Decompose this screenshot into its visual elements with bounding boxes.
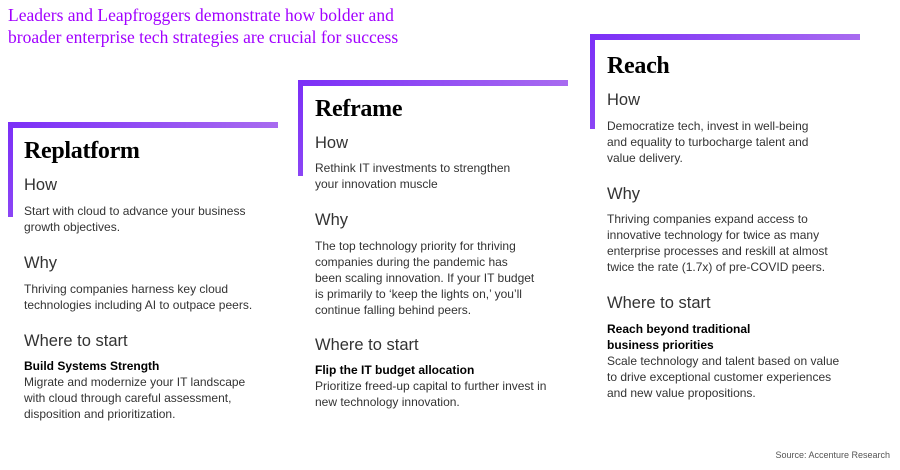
why-heading: Why xyxy=(607,185,640,203)
start-bold-text xyxy=(607,321,867,353)
start-text-line: Prioritize freed-up capital to further invest in xyxy=(315,379,547,393)
where-to-start-heading: Where to start xyxy=(315,336,419,354)
bracket-top-bar xyxy=(590,34,860,40)
column-title: Replatform xyxy=(24,138,140,164)
start-bold-text xyxy=(315,362,565,378)
bracket-left-bar xyxy=(298,80,303,176)
start-bold-text xyxy=(24,358,274,374)
bracket-left-bar xyxy=(590,34,595,129)
why-text xyxy=(24,281,284,313)
why-text-line: The top technology priority for thriving xyxy=(315,239,516,253)
how-heading: How xyxy=(24,176,58,194)
why-text-line: Thriving companies harness key cloud xyxy=(24,282,229,296)
why-text xyxy=(315,238,575,318)
start-text-line: with cloud through careful assessment, xyxy=(24,391,232,405)
why-text-line: enterprise processes and reskill at almost xyxy=(607,244,828,258)
start-bold-line: Reach beyond traditional xyxy=(607,322,751,336)
start-text-line: new technology innovation. xyxy=(315,395,460,409)
headline xyxy=(8,4,488,48)
why-text-line: technologies including AI to outpace peers. xyxy=(24,298,253,312)
how-text-line: growth objectives. xyxy=(24,220,121,234)
why-text-line: is primarily to ‘keep the lights on,’ you’ll xyxy=(315,287,522,301)
how-text-line: Rethink IT investments to strengthen xyxy=(315,161,511,175)
start-text-line: and new value propositions. xyxy=(607,386,756,400)
how-heading: How xyxy=(607,91,641,109)
how-text-line: Start with cloud to advance your business xyxy=(24,204,246,218)
why-heading: Why xyxy=(24,254,57,272)
bracket-top-bar xyxy=(8,122,278,128)
column-title: Reframe xyxy=(315,96,403,122)
column-title: Reach xyxy=(607,53,670,79)
bracket-left-bar xyxy=(8,122,13,217)
headline-line-1: Leaders and Leapfroggers demonstrate how bolder and xyxy=(8,5,394,25)
how-text xyxy=(315,160,565,192)
how-text-line: and equality to turbocharge talent and xyxy=(607,135,809,149)
how-text-line: value delivery. xyxy=(607,151,683,165)
where-to-start-heading: Where to start xyxy=(24,332,128,350)
start-text xyxy=(24,374,274,422)
why-text-line: Thriving companies expand access to xyxy=(607,212,808,226)
start-text xyxy=(315,378,575,410)
why-text-line: companies during the pandemic has xyxy=(315,255,508,269)
why-text-line: continue falling behind peers. xyxy=(315,303,472,317)
start-text-line: disposition and prioritization. xyxy=(24,407,176,421)
bracket-top-bar xyxy=(298,80,568,86)
how-text-line: your innovation muscle xyxy=(315,177,438,191)
why-text-line: been scaling innovation. If your IT budget xyxy=(315,271,535,285)
start-text xyxy=(607,353,867,401)
start-bold-line: Flip the IT budget allocation xyxy=(315,363,475,377)
start-bold-line: Build Systems Strength xyxy=(24,359,160,373)
why-text-line: innovative technology for twice as many xyxy=(607,228,820,242)
source-note: Source: Accenture Research xyxy=(775,450,890,460)
how-text xyxy=(607,118,867,166)
why-text-line: twice the rate (1.7x) of pre-COVID peers. xyxy=(607,260,826,274)
start-text-line: Migrate and modernize your IT landscape xyxy=(24,375,246,389)
headline-line-2: broader enterprise tech strategies are crucial for success xyxy=(8,27,399,47)
why-text xyxy=(607,211,867,275)
how-text xyxy=(24,203,274,235)
start-bold-line: business priorities xyxy=(607,338,714,352)
how-heading: How xyxy=(315,134,349,152)
how-text-line: Democratize tech, invest in well-being xyxy=(607,119,809,133)
start-text-line: to drive exceptional customer experiences xyxy=(607,370,832,384)
where-to-start-heading: Where to start xyxy=(607,294,711,312)
why-heading: Why xyxy=(315,211,348,229)
start-text-line: Scale technology and talent based on value xyxy=(607,354,840,368)
